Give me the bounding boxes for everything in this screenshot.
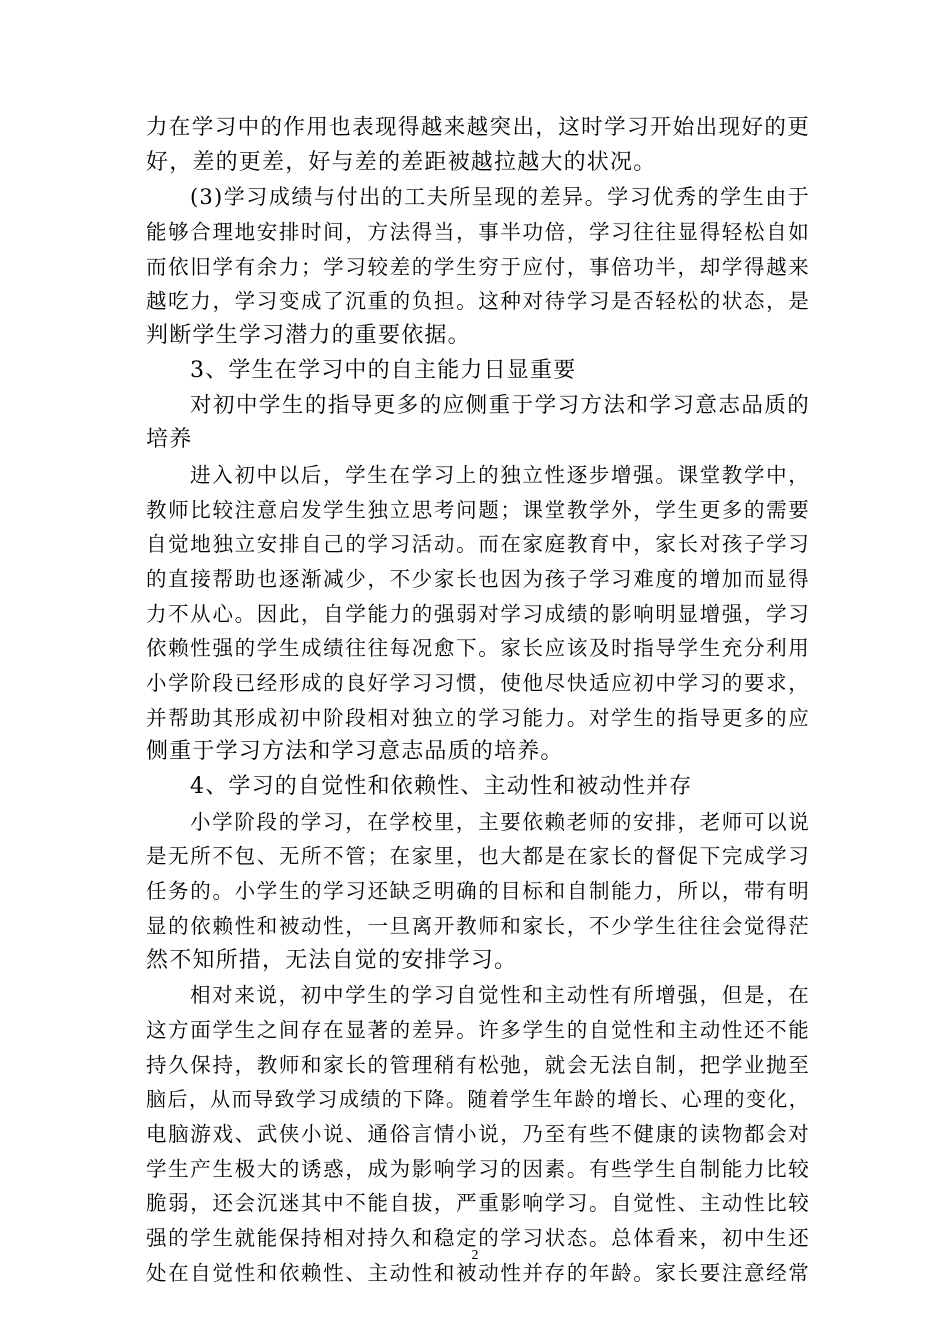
text-line: 能够合理地安排时间，方法得当，事半功倍，学习往往显得轻松自如 bbox=[146, 220, 810, 245]
text-line: 电脑游戏、武侠小说、通俗言情小说，乃至有些不健康的读物都会对 bbox=[146, 1121, 810, 1146]
text-line: 判断学生学习潜力的重要依据。 bbox=[146, 323, 471, 349]
text-line: 是无所不包、无所不管；在家里，也大都是在家长的督促下完成学习 bbox=[146, 844, 810, 869]
text-line: 教师比较注意启发学生独立思考问题；课堂教学外，学生更多的需要 bbox=[146, 497, 810, 522]
text-line: 而依旧学有余力；学习较差的学生穷于应付，事倍功半，却学得越来 bbox=[146, 254, 810, 279]
text-line: 任务的。小学生的学习还缺乏明确的目标和自制能力，所以，带有明 bbox=[146, 879, 810, 904]
text-line: 并帮助其形成初中阶段相对独立的学习能力。对学生的指导更多的应 bbox=[146, 705, 810, 730]
text-line: 然不知所措，无法自觉的安排学习。 bbox=[146, 947, 518, 973]
text-line: 这方面学生之间存在显著的差异。许多学生的自觉性和主动性还不能 bbox=[146, 1017, 810, 1042]
text-line: 脆弱，还会沉迷其中不能自拔，严重影响学习。自觉性、主动性比较 bbox=[146, 1191, 810, 1216]
body-text bbox=[146, 111, 810, 1290]
text-line: 力不从心。因此，自学能力的强弱对学习成绩的影响明显增强，学习 bbox=[146, 601, 810, 626]
text-line: 强的学生就能保持相对持久和稳定的学习状态。总体看来，初中生还 bbox=[146, 1226, 810, 1250]
text-line: 的直接帮助也逐渐减少，不少家长也因为孩子学习难度的增加而显得 bbox=[146, 566, 810, 591]
text-line: 培养 bbox=[146, 427, 193, 453]
text-line: 4、学习的自觉性和依赖性、主动性和被动性并存 bbox=[190, 774, 693, 800]
text-line: 进入初中以后，学生在学习上的独立性逐步增强。课堂教学中， bbox=[190, 462, 810, 487]
text-line: 3、学生在学习中的自主能力日显重要 bbox=[190, 357, 577, 383]
text-line: 好，差的更差，好与差的差距被越拉越大的状况。 bbox=[146, 149, 657, 175]
text-line: 显的依赖性和被动性，一旦离开教师和家长，不少学生往往会觉得茫 bbox=[146, 913, 810, 938]
text-line: 依赖性强的学生成绩往往每况愈下。家长应该及时指导学生充分利用 bbox=[146, 636, 810, 661]
page-number: 2 bbox=[471, 1248, 479, 1263]
text-line: 持久保持，教师和家长的管理稍有松弛，就会无法自制，把学业抛至 bbox=[146, 1052, 810, 1077]
text-line: 脑后，从而导致学习成绩的下降。随着学生年龄的增长、心理的变化， bbox=[146, 1087, 810, 1112]
text-line: 小学阶段已经形成的良好学习习惯，使他尽快适应初中学习的要求， bbox=[146, 671, 810, 695]
text-line: 侧重于学习方法和学习意志品质的培养。 bbox=[146, 739, 564, 765]
text-line: 学生产生极大的诱惑，成为影响学习的因素。有些学生自制能力比较 bbox=[146, 1156, 810, 1181]
text-line: 越吃力，学习变成了沉重的负担。这种对待学习是否轻松的状态，是 bbox=[146, 289, 810, 314]
text-line: 处在自觉性和依赖性、主动性和被动性并存的年龄。家长要注意经常 bbox=[146, 1260, 810, 1285]
text-line: (3)学习成绩与付出的工夫所呈现的差异。学习优秀的学生由于 bbox=[190, 185, 810, 210]
text-line: 对初中学生的指导更多的应侧重于学习方法和学习意志品质的 bbox=[190, 392, 810, 418]
text-line: 相对来说，初中学生的学习自觉性和主动性有所增强，但是，在 bbox=[190, 983, 810, 1008]
text-line: 自觉地独立安排自己的学习活动。而在家庭教育中，家长对孩子学习 bbox=[146, 532, 810, 557]
text-line: 小学阶段的学习，在学校里，主要依赖老师的安排，老师可以说 bbox=[190, 809, 810, 834]
text-line: 力在学习中的作用也表现得越来越突出，这时学习开始出现好的更 bbox=[146, 115, 810, 140]
